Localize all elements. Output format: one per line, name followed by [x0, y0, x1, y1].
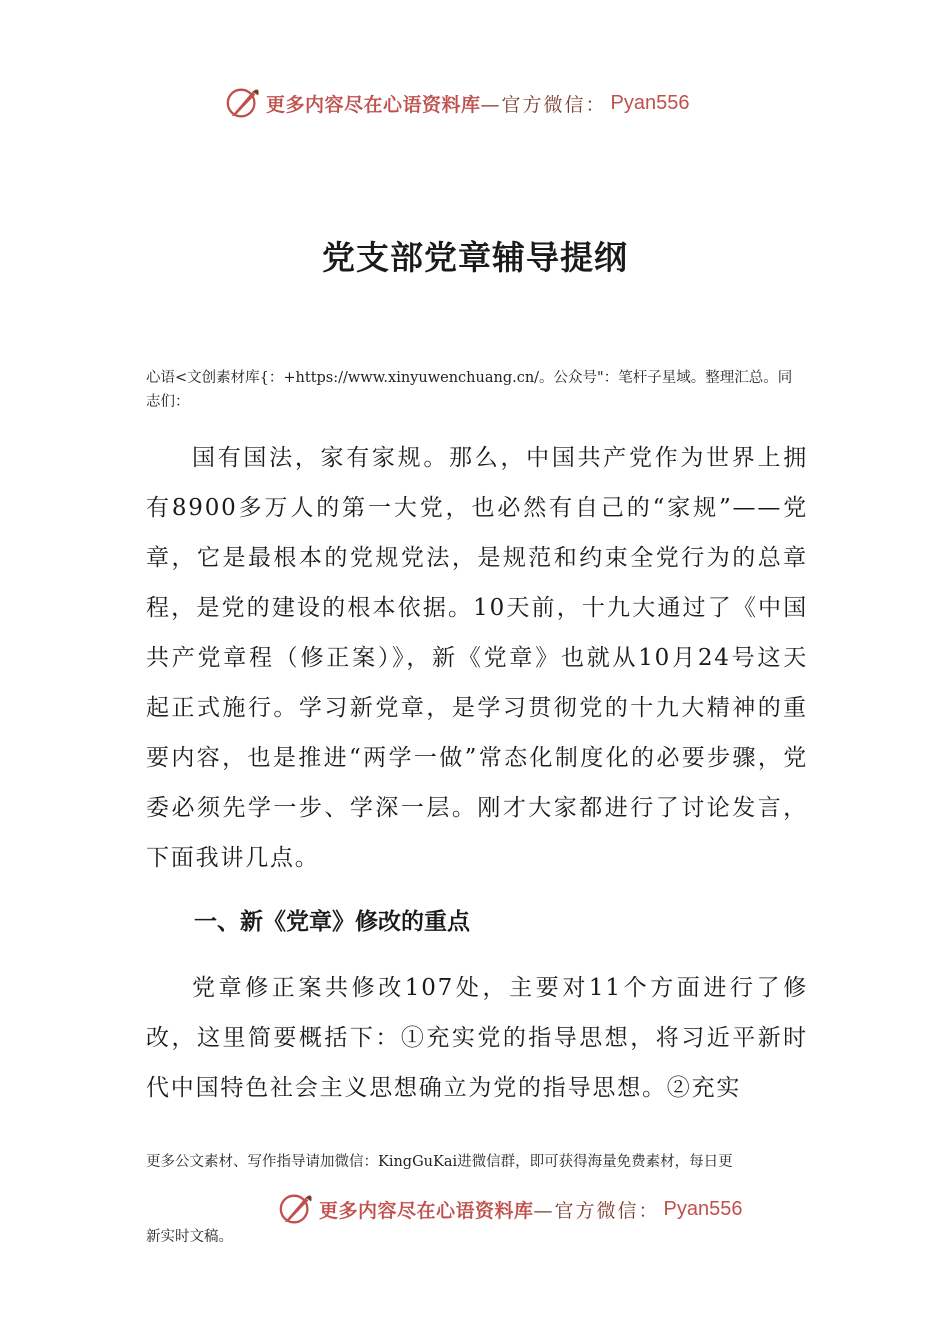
watermark-text-main: 更多内容尽在心语资料库: [319, 1199, 534, 1222]
watermark-text-id: Pyan556: [610, 91, 690, 114]
body-paragraph-2: 党章修正案共修改107处，主要对11个方面进行了修改，这里简要概括下：①充实党的指导思想，将习近平新时代中国特色社会主义思想确立为党的指导思想。②充实: [146, 975, 808, 1101]
watermark-banner-top: [224, 84, 690, 122]
watermark-banner-bottom: [277, 1190, 743, 1228]
footer-line-1: 更多公文素材、写作指导请加微信：KingGuKai进微信群，即可获得海量免费素材，每日更: [146, 1154, 733, 1170]
footer-line-2: 新实时文稿。: [146, 1229, 233, 1245]
watermark-text-wechat: —官方微信：: [480, 93, 607, 116]
watermark-text-main: 更多内容尽在心语资料库: [266, 93, 481, 116]
body-paragraph-1: 国有国法，家有家规。那么，中国共产党作为世界上拥有8900多万人的第一大党，也必然有自己的“家规”——党章，它是最根本的党规党法，是规范和约束全党行为的总章程，是党的建设的根本依据。10天前，十九大通过了《中国共产党章程（修正案）》，新《党章》也就从10月24号这天起正式施行。学习新党章，是学习贯彻党的十九大精神的重要内容，也是推进“两学一做”常态化制度化的必要步骤，党委必须先学一步、学深一层。刚才大家都进行了讨论发言，下面我讲几点。: [146, 445, 808, 871]
watermark-text-id: Pyan556: [663, 1197, 743, 1220]
quill-logo-icon: [224, 84, 262, 122]
section-heading-1: 一、新《党章》修改的重点: [194, 909, 470, 935]
watermark-text-wechat: —官方微信：: [533, 1199, 660, 1222]
document-title: 党支部党章辅导提纲: [322, 238, 628, 277]
quill-logo-icon: [277, 1190, 315, 1228]
source-line: 心语<文创素材库{：+https://www.xinyuwenchuang.cn/。公众号"：笔杆子星域。整理汇总。同志们：: [146, 370, 793, 410]
